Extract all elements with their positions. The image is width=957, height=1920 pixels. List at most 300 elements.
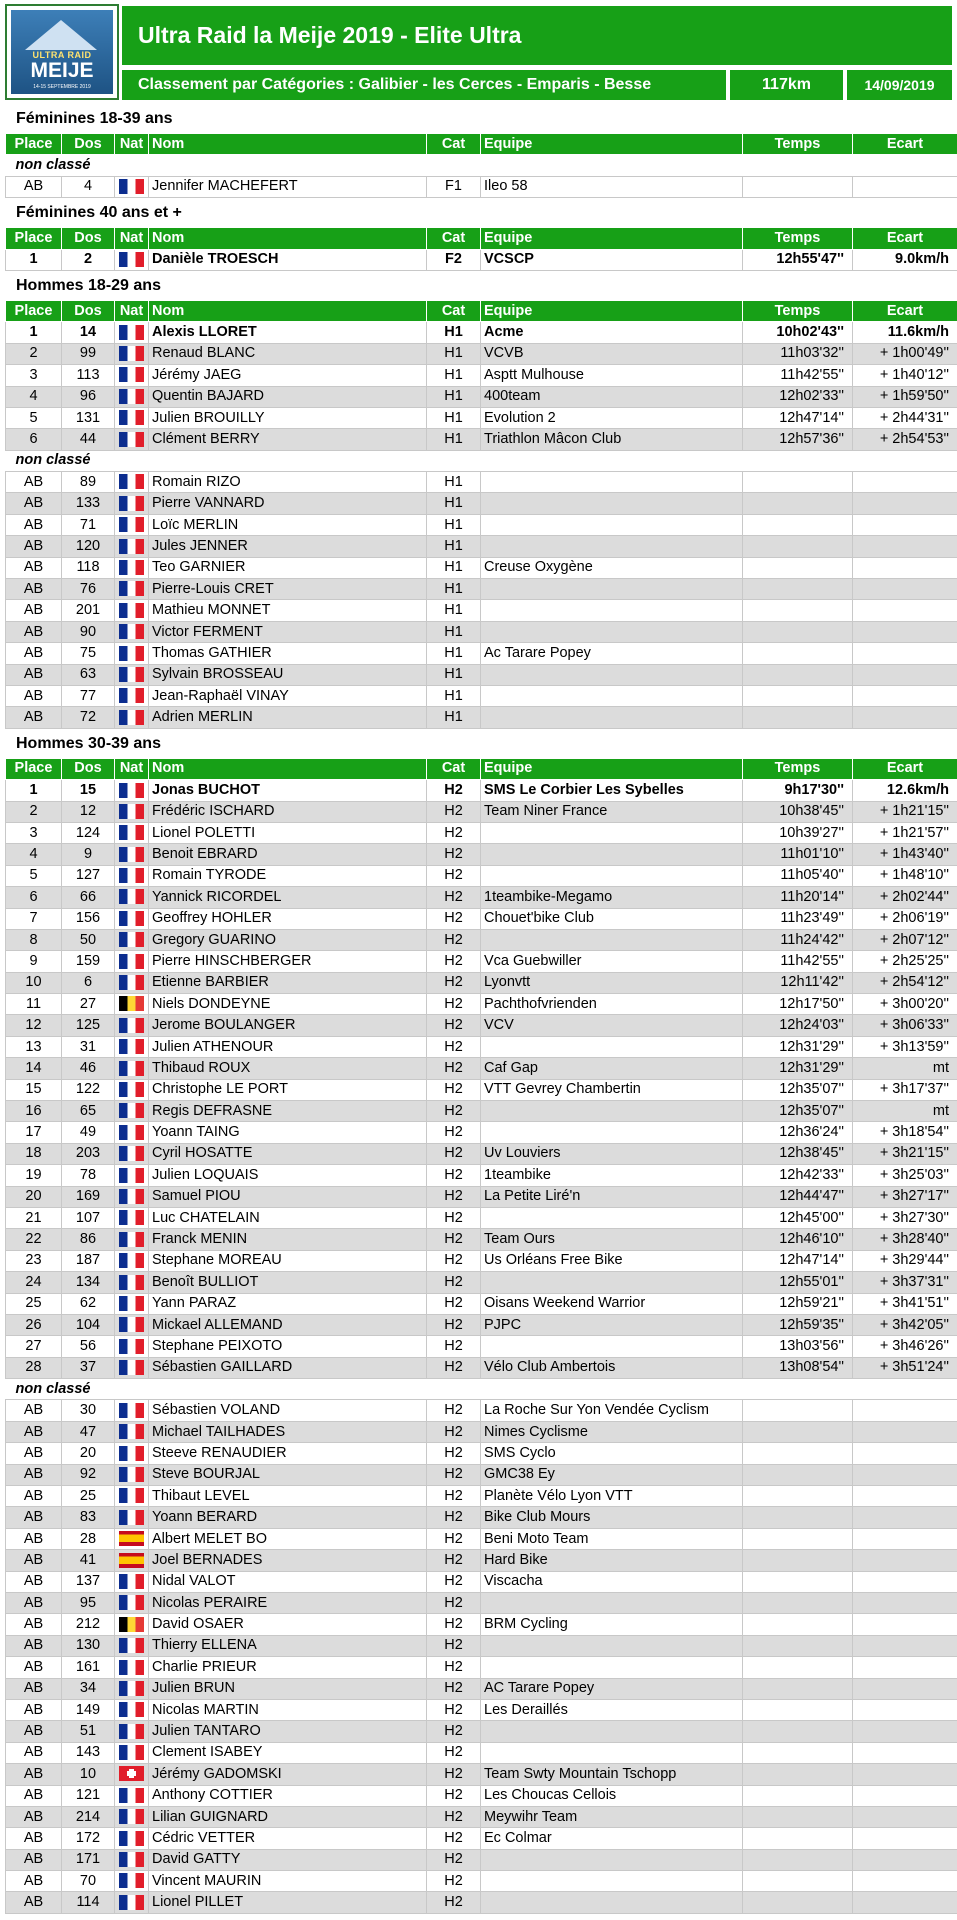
cell-equipe: Les Deraillés [481,1699,743,1720]
cell-temps [743,621,853,642]
cell-equipe: Caf Gap [481,1058,743,1079]
cell-ecart [853,1806,957,1827]
cell-nat [115,822,149,843]
cell-temps: 11h42'55'' [743,365,853,386]
cell-place: 19 [6,1165,62,1186]
cell-place: 10 [6,972,62,993]
cell-cat: H2 [427,865,481,886]
cell-dos: 37 [62,1357,115,1378]
cell-ecart: mt [853,1058,957,1079]
cell-place: AB [6,643,62,664]
cell-cat: H2 [427,1015,481,1036]
cell-place: AB [6,1528,62,1549]
table-row [6,1528,957,1549]
cell-equipe [481,1336,743,1357]
cell-nom: Pierre-Louis CRET [149,579,427,600]
cell-cat: H2 [427,1614,481,1635]
cell-temps [743,1400,853,1421]
cell-temps: 12h57'36'' [743,429,853,450]
cell-ecart: + 3h25'03'' [853,1165,957,1186]
france-flag-icon [119,581,144,596]
cell-ecart [853,1486,957,1507]
cell-equipe: Uv Louviers [481,1143,743,1164]
cell-nom: Alexis LLORET [149,322,427,343]
cell-cat: H1 [427,493,481,514]
cell-ecart [853,557,957,578]
cell-equipe: Triathlon Mâcon Club [481,429,743,450]
cell-nat [115,1443,149,1464]
cell-ecart: + 1h21'15'' [853,801,957,822]
france-flag-icon [119,252,144,267]
cell-cat: H2 [427,801,481,822]
cell-cat: H1 [427,429,481,450]
cell-nom: Gregory GUARINO [149,929,427,950]
cell-nat [115,972,149,993]
cell-cat: H1 [427,386,481,407]
cell-temps [743,1635,853,1656]
cell-cat: H2 [427,1785,481,1806]
cell-place: AB [6,1764,62,1785]
table-row [6,1015,957,1036]
cell-nom: Geoffrey HOHLER [149,908,427,929]
cell-temps: 11h42'55'' [743,951,853,972]
france-flag-icon [119,1061,144,1076]
event-logo [5,4,119,100]
cell-nom: Danièle TROESCH [149,249,427,270]
category-title: Féminines 40 ans et + [16,204,182,222]
cell-place: 13 [6,1036,62,1057]
cell-nom: Jean-Raphaël VINAY [149,685,427,706]
cell-nat [115,536,149,557]
cell-cat: H2 [427,994,481,1015]
cell-dos: 63 [62,664,115,685]
table-row [6,1721,957,1742]
cell-ecart: + 2h54'53'' [853,429,957,450]
cell-temps [743,1486,853,1507]
france-flag-icon [119,1275,144,1290]
cell-temps [743,685,853,706]
cell-place: AB [6,557,62,578]
column-header-temps: Temps [743,134,853,155]
cell-nat [115,1293,149,1314]
table-header-row [6,228,957,249]
cell-dos: 6 [62,972,115,993]
cell-cat: H2 [427,1593,481,1614]
cell-nat [115,664,149,685]
column-header-dos: Dos [62,134,115,155]
table-row [6,1165,957,1186]
table-row [6,322,957,343]
cell-dos: 104 [62,1314,115,1335]
france-flag-icon [119,975,144,990]
cell-place: 21 [6,1207,62,1228]
cell-cat: H1 [427,514,481,535]
cell-nat [115,365,149,386]
cell-nom: Mathieu MONNET [149,600,427,621]
france-flag-icon [119,560,144,575]
cell-equipe: Ileo 58 [481,176,743,197]
cell-dos: 4 [62,176,115,197]
logo-line-1: ULTRA RAID [32,50,92,60]
cell-equipe: Viscacha [481,1571,743,1592]
cell-nom: Thibaud ROUX [149,1058,427,1079]
cell-nom: Sébastien GAILLARD [149,1357,427,1378]
cell-nom: Sébastien VOLAND [149,1400,427,1421]
cell-dos: 72 [62,707,115,728]
cell-ecart: + 3h42'05'' [853,1314,957,1335]
cell-dos: 50 [62,929,115,950]
cell-nat [115,643,149,664]
column-header-equipe: Equipe [481,134,743,155]
cell-nat [115,1015,149,1036]
cell-place: 25 [6,1293,62,1314]
cell-place: AB [6,1507,62,1528]
cell-place: 11 [6,994,62,1015]
table-row [6,514,957,535]
cell-temps: 12h55'01'' [743,1272,853,1293]
cell-nat [115,1785,149,1806]
cell-dos: 130 [62,1635,115,1656]
cell-cat: H1 [427,536,481,557]
logo-line-2: MEIJE [30,59,94,82]
cell-nom: Jules JENNER [149,536,427,557]
cell-temps [743,1849,853,1870]
cell-dos: 34 [62,1678,115,1699]
table-row [6,1421,957,1442]
column-header-nom: Nom [149,228,427,249]
cell-ecart: 11.6km/h [853,322,957,343]
cell-equipe: Team Niner France [481,801,743,822]
cell-temps: 10h02'43'' [743,322,853,343]
cell-cat: H2 [427,1336,481,1357]
cell-dos: 137 [62,1571,115,1592]
cell-equipe: 1teambike-Megamo [481,887,743,908]
table-row [6,343,957,364]
cell-nat [115,1058,149,1079]
france-flag-icon [119,783,144,798]
column-header-temps: Temps [743,228,853,249]
column-header-ecart: Ecart [853,134,957,155]
cell-temps [743,664,853,685]
cell-dos: 10 [62,1764,115,1785]
cell-nom: Jérémy JAEG [149,365,427,386]
cell-temps [743,536,853,557]
cell-nom: Joel BERNADES [149,1550,427,1571]
france-flag-icon [119,1317,144,1332]
cell-equipe: Beni Moto Team [481,1528,743,1549]
france-flag-icon [119,1082,144,1097]
cell-cat: H1 [427,557,481,578]
cell-equipe: VCVB [481,343,743,364]
cell-ecart: + 2h07'12'' [853,929,957,950]
cell-place: AB [6,685,62,706]
cell-nom: Cédric VETTER [149,1828,427,1849]
cell-nat [115,1336,149,1357]
table-row [6,1207,957,1228]
cell-equipe: La Petite Liré'n [481,1186,743,1207]
table-row [6,536,957,557]
cell-equipe [481,822,743,843]
cell-temps: 12h38'45'' [743,1143,853,1164]
table-row [6,972,957,993]
cell-nat [115,1272,149,1293]
cell-nom: Quentin BAJARD [149,386,427,407]
table-row [6,621,957,642]
france-flag-icon [119,1788,144,1803]
cell-equipe [481,1593,743,1614]
cell-nom: Loïc MERLIN [149,514,427,535]
cell-nat [115,1143,149,1164]
cell-dos: 51 [62,1721,115,1742]
category-title: Féminines 18-39 ans [16,110,173,127]
cell-nat [115,1871,149,1892]
cell-temps [743,557,853,578]
cell-equipe [481,1721,743,1742]
cell-cat: H2 [427,1036,481,1057]
cell-ecart: 9.0km/h [853,249,957,270]
france-flag-icon [119,432,144,447]
cell-equipe [481,685,743,706]
column-header-cat: Cat [427,300,481,321]
france-flag-icon [119,1595,144,1610]
cell-nom: Nicolas MARTIN [149,1699,427,1720]
cell-equipe [481,514,743,535]
cell-nat [115,780,149,801]
cell-nat [115,1593,149,1614]
cell-ecart [853,1421,957,1442]
cell-ecart: + 3h29'44'' [853,1250,957,1271]
table-row [6,951,957,972]
table-row [6,1272,957,1293]
cell-equipe: Chouet'bike Club [481,908,743,929]
cell-temps [743,1614,853,1635]
table-header-row [6,758,957,779]
cell-place: 7 [6,908,62,929]
cell-dos: 159 [62,951,115,972]
cell-nom: Thierry ELLENA [149,1635,427,1656]
column-header-ecart: Ecart [853,758,957,779]
cell-dos: 114 [62,1892,115,1913]
cell-cat: H2 [427,1464,481,1485]
cell-place: AB [6,1550,62,1571]
cell-nom: Franck MENIN [149,1229,427,1250]
cell-dos: 134 [62,1272,115,1293]
cell-cat: H2 [427,1421,481,1442]
spain-flag-icon [119,1531,144,1546]
table-row [6,1336,957,1357]
cell-nat [115,343,149,364]
cell-place: AB [6,707,62,728]
table-row [6,707,957,728]
table-row [6,1101,957,1122]
table-row [6,386,957,407]
cell-temps [743,1806,853,1827]
france-flag-icon [119,1446,144,1461]
cell-cat: H2 [427,1764,481,1785]
cell-dos: 14 [62,322,115,343]
cell-ecart [853,600,957,621]
cell-place: 9 [6,951,62,972]
cell-nat [115,1079,149,1100]
france-flag-icon [119,889,144,904]
france-flag-icon [119,179,144,194]
table-row [6,780,957,801]
page-header [0,0,957,104]
column-header-nat: Nat [115,758,149,779]
table-row [6,579,957,600]
table-row [6,1593,957,1614]
cell-place: 18 [6,1143,62,1164]
cell-nom: Niels DONDEYNE [149,994,427,1015]
cell-equipe: Meywihr Team [481,1806,743,1827]
cell-ecart [853,1871,957,1892]
cell-place: AB [6,579,62,600]
cell-place: 6 [6,887,62,908]
cell-cat: H1 [427,343,481,364]
cell-cat: H2 [427,1079,481,1100]
cell-temps: 12h36'24'' [743,1122,853,1143]
cell-cat: H2 [427,1186,481,1207]
cell-place: AB [6,1657,62,1678]
cell-cat: H2 [427,1229,481,1250]
cell-nom: Nicolas PERAIRE [149,1593,427,1614]
cell-cat: H2 [427,972,481,993]
cell-place: AB [6,1486,62,1507]
cell-ecart: + 3h13'59'' [853,1036,957,1057]
france-flag-icon [119,1681,144,1696]
cell-ecart [853,1742,957,1763]
cell-cat: H2 [427,1571,481,1592]
table-row [6,1357,957,1378]
table-row [6,1507,957,1528]
cell-equipe: Vca Guebwiller [481,951,743,972]
cell-equipe: VCSCP [481,249,743,270]
column-header-ecart: Ecart [853,300,957,321]
cell-nat [115,1165,149,1186]
cell-nom: Etienne BARBIER [149,972,427,993]
cell-ecart: mt [853,1101,957,1122]
cell-equipe [481,1657,743,1678]
cell-dos: 78 [62,1165,115,1186]
cell-temps [743,1785,853,1806]
cell-cat: H1 [427,600,481,621]
cell-dos: 12 [62,801,115,822]
table-row [6,557,957,578]
cell-place: AB [6,1443,62,1464]
cell-temps [743,1464,853,1485]
cell-nom: Lionel POLETTI [149,822,427,843]
france-flag-icon [119,1467,144,1482]
cell-cat: H2 [427,1101,481,1122]
table-row [6,664,957,685]
cell-nom: Charlie PRIEUR [149,1657,427,1678]
cell-ecart [853,1614,957,1635]
table-row [6,472,957,493]
table-row [6,429,957,450]
column-header-nat: Nat [115,134,149,155]
cell-place: AB [6,536,62,557]
france-flag-icon [119,496,144,511]
cell-nat [115,1721,149,1742]
cell-place: AB [6,621,62,642]
cell-place: AB [6,176,62,197]
cell-dos: 149 [62,1699,115,1720]
cell-nom: Clément BERRY [149,429,427,450]
cell-cat: H1 [427,664,481,685]
cell-temps [743,1421,853,1442]
cell-ecart: + 3h37'31'' [853,1272,957,1293]
cell-nat [115,1657,149,1678]
column-header-temps: Temps [743,758,853,779]
france-flag-icon [119,1103,144,1118]
cell-cat: H2 [427,1250,481,1271]
cell-equipe: AC Tarare Popey [481,1678,743,1699]
cell-cat: H2 [427,1849,481,1870]
cell-place: 27 [6,1336,62,1357]
cell-dos: 156 [62,908,115,929]
cell-equipe: PJPC [481,1314,743,1335]
category-title: Hommes 18-29 ans [16,276,161,294]
table-row [6,1143,957,1164]
cell-cat: H1 [427,322,481,343]
table-row [6,1871,957,1892]
cell-dos: 15 [62,780,115,801]
cell-nat [115,865,149,886]
france-flag-icon [119,1146,144,1161]
cell-cat: H1 [427,472,481,493]
table-row [6,929,957,950]
column-header-place: Place [6,228,62,249]
results-table [5,133,957,198]
cell-ecart: + 1h48'10'' [853,865,957,886]
cell-nom: Benoît BULLIOT [149,1272,427,1293]
france-flag-icon [119,667,144,682]
cell-equipe [481,1892,743,1913]
cell-dos: 92 [62,1464,115,1485]
cell-equipe [481,707,743,728]
cell-cat: H2 [427,1207,481,1228]
results-table [5,300,957,729]
cell-place: 20 [6,1186,62,1207]
cell-place: 4 [6,844,62,865]
table-row [6,865,957,886]
cell-ecart [853,1400,957,1421]
france-flag-icon [119,1339,144,1354]
cell-equipe [481,1207,743,1228]
cell-ecart [853,1785,957,1806]
cell-dos: 71 [62,514,115,535]
distance-label: 117km [730,70,843,100]
cell-place: AB [6,1421,62,1442]
cell-dos: 107 [62,1207,115,1228]
cell-place: AB [6,1678,62,1699]
cell-temps [743,1742,853,1763]
table-row [6,1058,957,1079]
cell-place: 1 [6,322,62,343]
france-flag-icon [119,1895,144,1910]
france-flag-icon [119,1574,144,1589]
cell-temps: 11h20'14'' [743,887,853,908]
cell-place: AB [6,1464,62,1485]
cell-place: AB [6,1400,62,1421]
cell-nat [115,429,149,450]
cell-dos: 70 [62,1871,115,1892]
cell-temps: 12h35'07'' [743,1079,853,1100]
cell-cat: H2 [427,1165,481,1186]
table-row [6,1443,957,1464]
table-row [6,1250,957,1271]
france-flag-icon [119,847,144,862]
